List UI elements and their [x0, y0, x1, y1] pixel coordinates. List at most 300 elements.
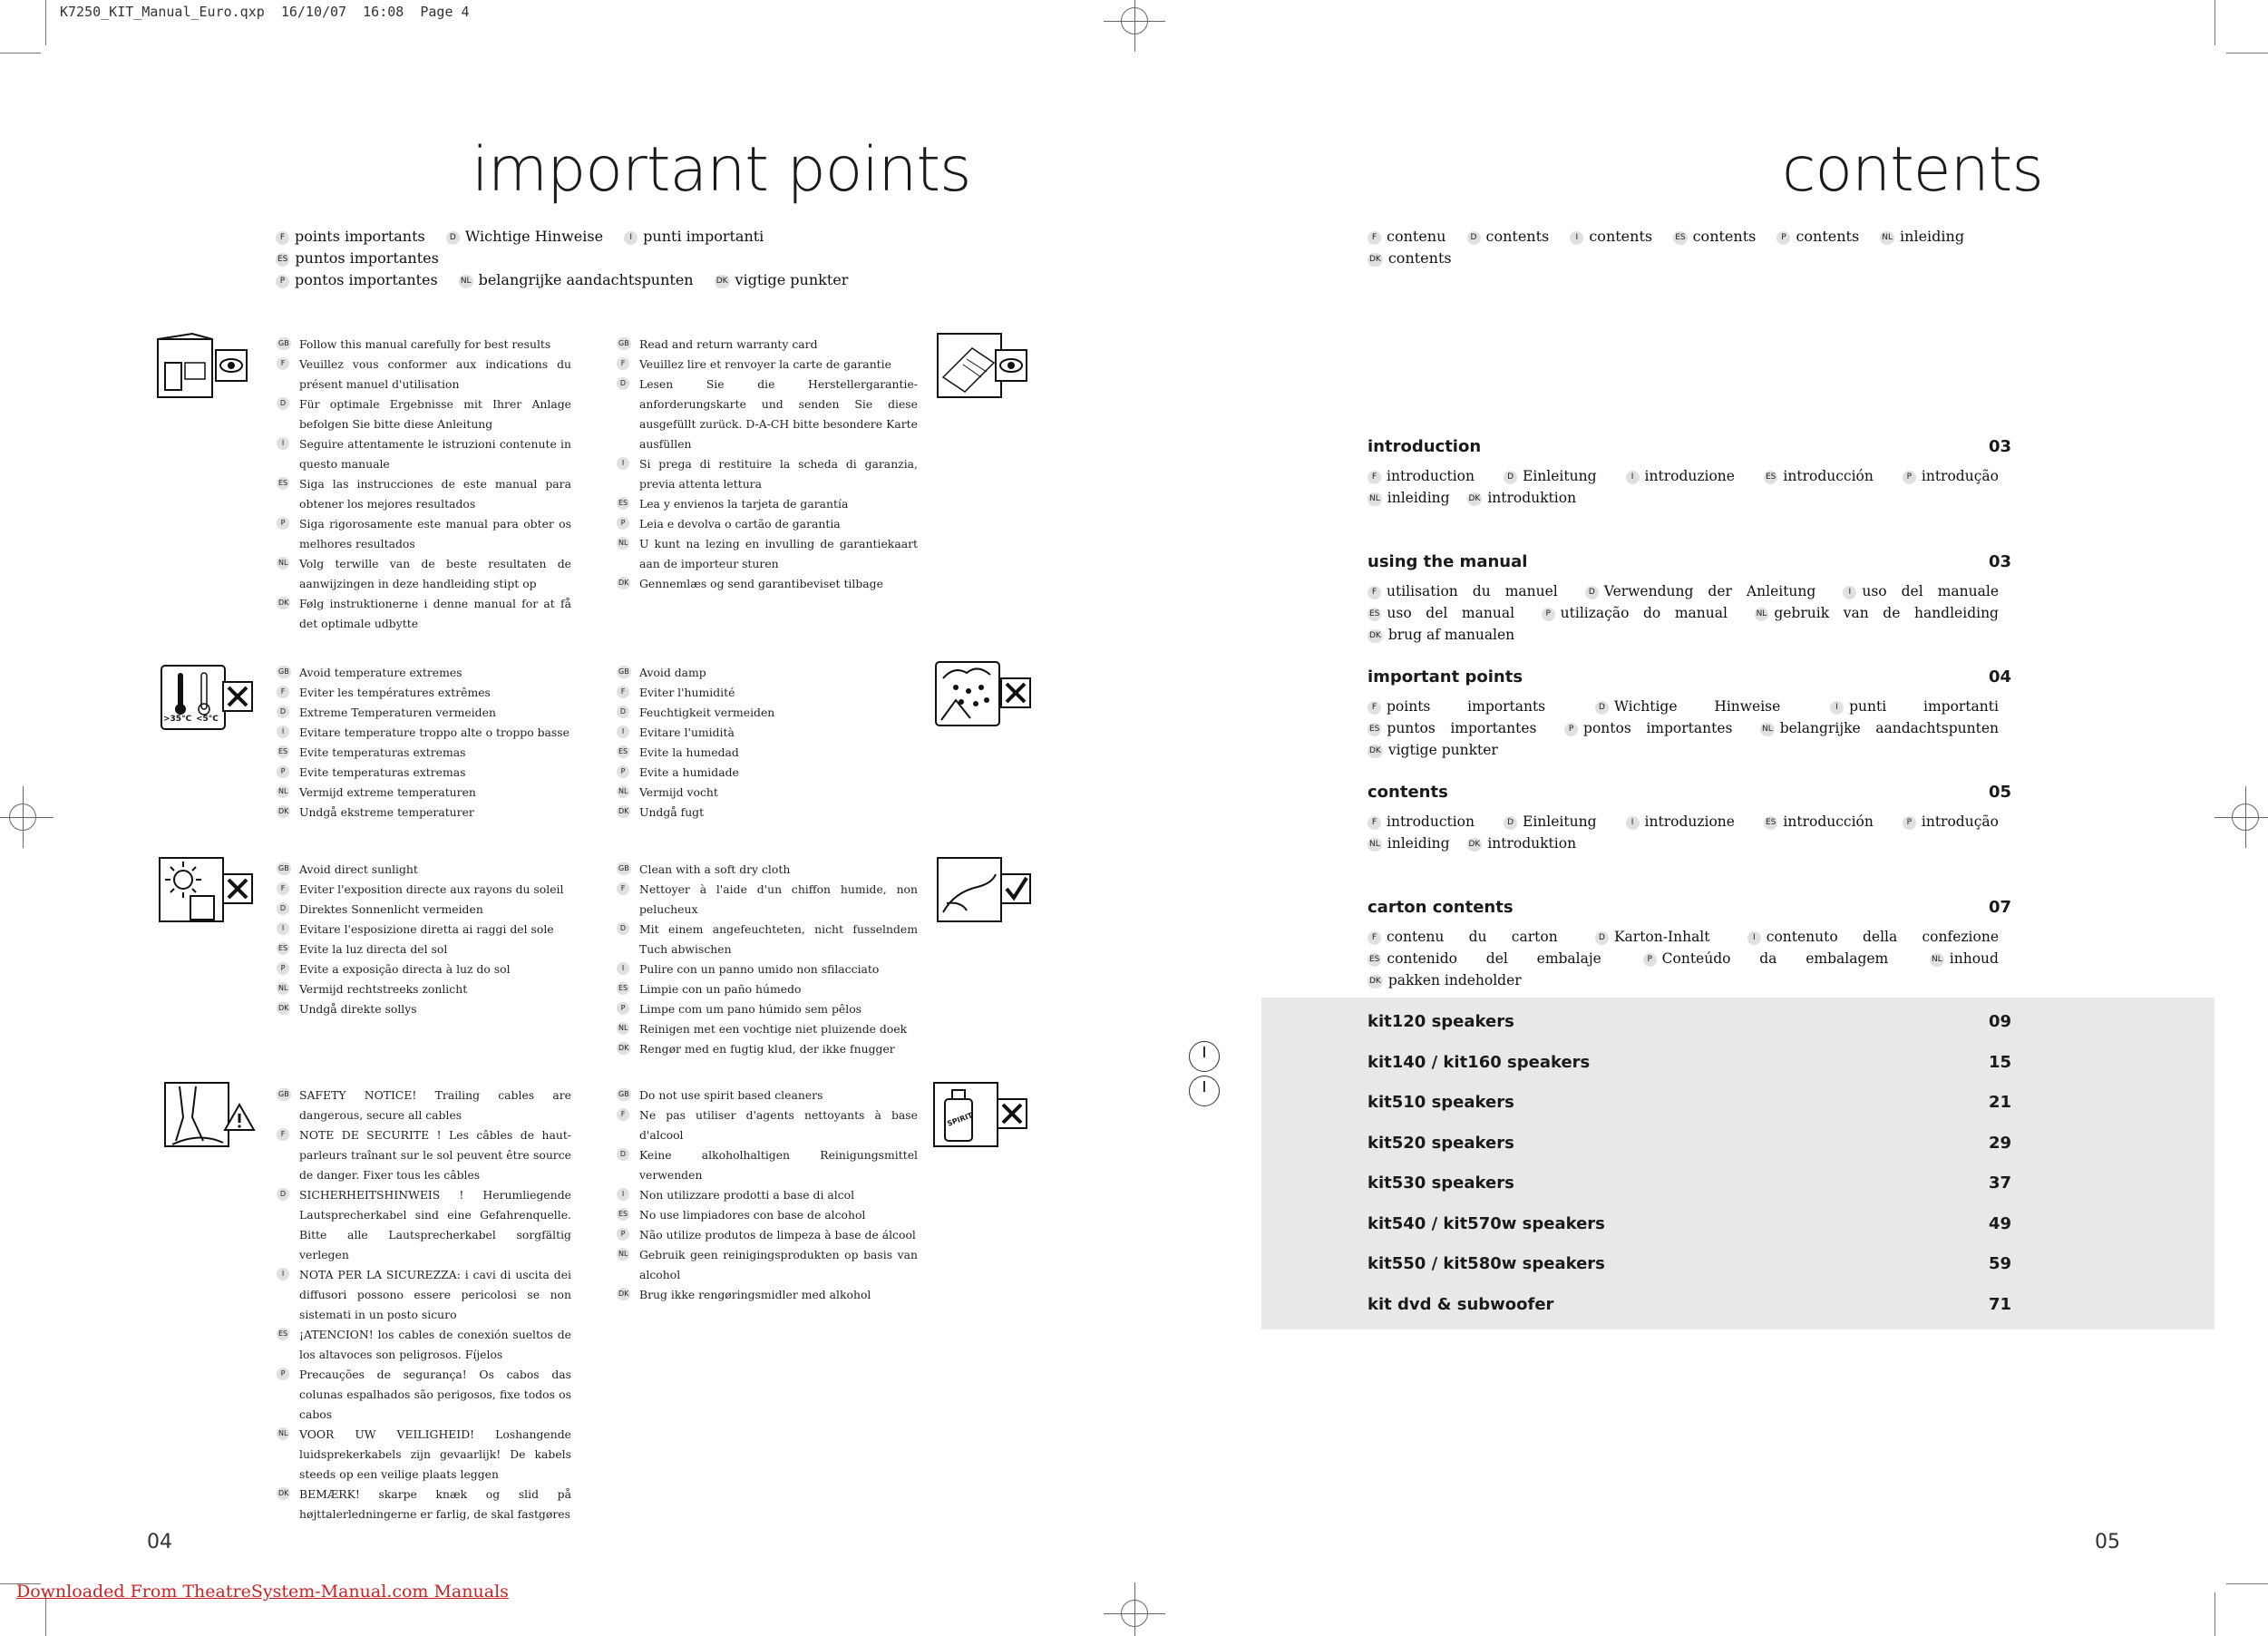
lang-badge: F — [276, 231, 289, 245]
point-text: Limpie con un paño húmedo — [639, 982, 802, 996]
speaker-page-number: 59 — [1988, 1254, 2011, 1273]
point-text: Vermijd rechtstreeks zonlicht — [299, 982, 468, 996]
point-text: Precauções de segurança! Os cabos das colunas espalhados são perigosos, fixe todos os cabos — [299, 1368, 571, 1421]
lang-badge: I — [617, 457, 629, 470]
point-line — [617, 494, 918, 514]
point-line — [277, 1365, 571, 1425]
translation-text: uso del manual — [1387, 605, 1515, 621]
point-line — [277, 1125, 571, 1185]
lang-badge: NL — [617, 785, 629, 798]
toc-heading — [1368, 783, 2011, 802]
lang-badge: GB — [617, 666, 631, 678]
lang-badge: I — [1830, 701, 1844, 715]
speaker-title: kit140 / kit160 speakers — [1368, 1052, 1591, 1072]
lang-badge: ES — [1673, 231, 1687, 245]
speaker-title: kit520 speakers — [1368, 1133, 1514, 1153]
point-text: Eviter les températures extrêmes — [299, 686, 491, 699]
translation-text: gebruik van de handleiding — [1774, 605, 1999, 621]
point-line — [617, 1145, 918, 1185]
point-text: Pulire con un panno umido non sfilacciato — [639, 962, 880, 976]
lang-badge: DK — [1368, 629, 1383, 643]
lang-badge: F — [1368, 931, 1381, 945]
translation-text: points importants — [1387, 698, 1546, 715]
point-line — [617, 1105, 918, 1145]
point-line — [617, 723, 918, 743]
print-slug: K7250_KIT_Manual_Euro.qxp 16/10/07 16:08 Page 4 — [60, 4, 470, 20]
lang-badge: D — [277, 706, 289, 718]
page-title-important-points: important points — [472, 134, 971, 206]
lang-badge: D — [617, 706, 629, 718]
point-line — [277, 663, 571, 683]
translation-text: vigtige punkter — [1387, 742, 1498, 758]
point-text: Follow this manual carefully for best results — [299, 337, 551, 351]
point-line — [277, 434, 571, 474]
point-line — [277, 803, 571, 823]
point-text: Limpe com um pano húmido sem pêlos — [639, 1002, 862, 1016]
lang-badge: ES — [276, 253, 289, 267]
lang-badge: GB — [277, 862, 291, 875]
point-list-manual — [277, 335, 571, 634]
lang-badge: D — [617, 922, 629, 935]
point-line — [277, 335, 571, 355]
point-text: NOTE DE SECURITE ! Les câbles de haut-parleurs traînant sur le sol peuvent être source de danger. Fixer tous les câbles — [299, 1128, 571, 1182]
point-text: Direktes Sonnenlicht vermeiden — [299, 902, 483, 916]
lang-badge: DK — [1368, 253, 1383, 267]
translation-text: Verwendung der Anleitung — [1603, 583, 1816, 599]
lang-badge: P — [1903, 816, 1916, 830]
lang-badge: DK — [617, 1042, 630, 1055]
lang-badge: ES — [1764, 471, 1777, 484]
translation-text: puntos importantes — [295, 249, 439, 267]
point-line — [277, 743, 571, 763]
toc-title: carton contents — [1368, 898, 1514, 917]
speaker-toc-row[interactable] — [1368, 1093, 2011, 1112]
lang-badge: GB — [277, 337, 291, 350]
speaker-toc-row[interactable] — [1368, 1173, 2011, 1193]
speaker-toc-row[interactable] — [1368, 1295, 2011, 1314]
lang-badge: ES — [277, 477, 289, 490]
lang-badge: NL — [1368, 492, 1382, 506]
point-list-spirit — [617, 1086, 918, 1305]
translation-text: introduktion — [1487, 835, 1577, 852]
point-text: Undgå ekstreme temperaturer — [299, 805, 474, 819]
point-text: U kunt na lezing en invulling de garantiekaart aan de importeur sturen — [639, 537, 918, 570]
translation-text: introduction — [1387, 468, 1475, 484]
point-line — [277, 959, 571, 979]
manual-read-icon — [156, 332, 250, 401]
spirit-cleaner-icon — [932, 1081, 1028, 1150]
translation-text: utilização do manual — [1560, 605, 1728, 621]
translation-text: Karton-Inhalt — [1613, 929, 1710, 945]
lang-badge: DK — [617, 1288, 630, 1300]
lang-badge: D — [1595, 701, 1609, 715]
temperature-icon — [160, 664, 254, 731]
toc-title: contents — [1368, 783, 1448, 802]
point-text: Evitare l'umidità — [639, 725, 735, 739]
translation-text: introducción — [1783, 813, 1874, 830]
translation-text: inleiding — [1387, 490, 1450, 506]
speaker-toc-row[interactable] — [1368, 1053, 2011, 1072]
translation-text: inleiding — [1387, 835, 1450, 852]
toc-page-number: 03 — [1988, 552, 2011, 571]
lang-badge: P — [1903, 471, 1916, 484]
point-text: Evite temperaturas extremas — [299, 745, 466, 759]
lang-badge: F — [277, 882, 289, 895]
lang-badge: I — [1626, 471, 1640, 484]
lang-badge: D — [1504, 816, 1517, 830]
translation-text: pontos importantes — [295, 271, 438, 288]
lang-badge: ES — [1368, 953, 1381, 967]
point-line — [277, 723, 571, 743]
speaker-title: kit dvd & subwoofer — [1368, 1294, 1554, 1314]
translation-text: Einleitung — [1523, 813, 1597, 830]
lang-badge: D — [617, 377, 629, 390]
point-line — [277, 394, 571, 434]
point-text: Avoid direct sunlight — [299, 862, 418, 876]
point-text: Si prega di restituire la scheda di garanzia, previa attenta lettura — [639, 457, 918, 491]
point-line — [617, 763, 918, 783]
page-number-right: 05 — [2095, 1531, 2120, 1553]
translation-text: Wichtige Hinweise — [1613, 698, 1781, 715]
speaker-contents-panel — [1261, 998, 2214, 1329]
point-line — [617, 803, 918, 823]
point-text: Vermijd vocht — [639, 785, 718, 799]
point-line — [277, 703, 571, 723]
translation-text: Wichtige Hinweise — [464, 228, 604, 245]
point-text: Siga rigorosamente este manual para obter os melhores resultados — [299, 517, 571, 550]
toc-title: introduction — [1368, 437, 1482, 456]
point-line — [277, 1185, 571, 1265]
point-text: BEMÆRK! skarpe knæk og slid på højttalerledningerne er farlig, de skal fastgøres — [299, 1487, 571, 1521]
toc-title: using the manual — [1368, 552, 1528, 571]
point-text: Read and return warranty card — [639, 337, 818, 351]
lang-badge: P — [617, 517, 629, 530]
point-text: Clean with a soft dry cloth — [639, 862, 791, 876]
point-line — [617, 920, 918, 959]
download-source-link[interactable]: Downloaded From TheatreSystem-Manual.com Manuals — [16, 1582, 509, 1602]
point-text: Lea y envienos la tarjeta de garantía — [639, 497, 849, 511]
speaker-title: kit530 speakers — [1368, 1173, 1514, 1193]
point-text: Non utilizzare prodotti a base di alcol — [639, 1188, 855, 1202]
point-text: Evite temperaturas extremas — [299, 765, 466, 779]
point-line — [617, 514, 918, 534]
point-line — [617, 783, 918, 803]
lang-badge: DK — [277, 805, 290, 818]
sunlight-icon — [158, 856, 254, 925]
point-line — [617, 355, 918, 375]
crop-mark — [2226, 53, 2268, 54]
lang-badge: D — [1595, 931, 1609, 945]
lang-badge: ES — [617, 745, 629, 758]
point-line — [617, 1245, 918, 1285]
lang-badge: D — [277, 1188, 289, 1201]
point-line — [617, 1185, 918, 1205]
page-number-left: 04 — [147, 1531, 172, 1553]
warranty-card-icon — [936, 332, 1030, 401]
point-text: Gennemlæs og send garantibeviset tilbage — [639, 577, 883, 590]
point-list-damp — [617, 663, 918, 823]
lang-badge: DK — [277, 597, 290, 609]
toc-translations — [1368, 811, 2011, 854]
point-text: Lesen Sie die Herstellergarantie-anforderungskarte und senden Sie diese ausgefüllt zurück. D-A-CH bitte besondere Karte ausfüllen — [639, 377, 918, 451]
lang-badge: DK — [277, 1487, 290, 1500]
lang-badge: ES — [617, 497, 629, 510]
translation-text: pakken indeholder — [1387, 972, 1522, 988]
lang-badge: GB — [617, 1088, 631, 1101]
point-line — [617, 959, 918, 979]
translation-text: contents — [1387, 249, 1452, 267]
translation-text: pontos importantes — [1583, 720, 1733, 736]
lang-badge: I — [617, 1188, 629, 1201]
translation-text: Einleitung — [1523, 468, 1597, 484]
translation-text: uso del manuale — [1862, 583, 1999, 599]
toc-entry[interactable] — [1368, 437, 2011, 509]
speaker-toc-row[interactable] — [1368, 1254, 2011, 1273]
point-text: Siga las instrucciones de este manual para obtener los mejores resultados — [299, 477, 571, 511]
lang-badge: GB — [277, 666, 291, 678]
point-text: Ne pas utiliser d'agents nettoyants à base d'alcool — [639, 1108, 918, 1142]
point-line — [277, 554, 571, 594]
toc-page-number: 07 — [1988, 898, 2011, 917]
point-line — [617, 1205, 918, 1225]
speaker-page-number: 15 — [1988, 1052, 2011, 1072]
lang-badge: D — [1585, 586, 1599, 599]
lang-badge: I — [277, 437, 289, 450]
point-text: Undgå fugt — [639, 805, 705, 819]
point-line — [277, 683, 571, 703]
point-line — [277, 880, 571, 900]
clock-icon — [1189, 1041, 1220, 1072]
toc-entry[interactable] — [1368, 783, 2011, 854]
toc-heading — [1368, 898, 2011, 917]
toc-entry[interactable] — [1368, 667, 2011, 761]
lang-badge: GB — [617, 337, 631, 350]
lang-badge: ES — [277, 745, 289, 758]
toc-translations — [1368, 926, 2011, 991]
crop-mark — [45, 0, 46, 45]
speaker-title: kit120 speakers — [1368, 1012, 1514, 1031]
speaker-toc-row[interactable] — [1368, 1134, 2011, 1153]
registration-mark — [1121, 1600, 1148, 1627]
lang-badge: NL — [277, 982, 289, 995]
point-line — [277, 1485, 571, 1524]
toc-page-number: 04 — [1988, 667, 2011, 687]
point-text: Seguire attentamente le istruzioni contenute in questo manuale — [299, 437, 571, 471]
toc-translations — [1368, 696, 2011, 761]
lang-badge: I — [617, 725, 629, 738]
lang-badge: NL — [277, 557, 289, 570]
point-text: Vermijd extreme temperaturen — [299, 785, 476, 799]
point-text: ¡ATENCION! los cables de conexión sueltos de los altavoces son peligrosos. Fíjelos — [299, 1328, 571, 1361]
translation-text: introducción — [1783, 468, 1874, 484]
lang-badge: P — [277, 765, 289, 778]
translation-text: contenuto della confezione — [1766, 929, 2000, 945]
point-line — [277, 594, 571, 634]
point-line — [617, 663, 918, 683]
point-text: Evite a exposição directa à luz do sol — [299, 962, 511, 976]
toc-page-number: 05 — [1988, 783, 2011, 802]
lang-badge: DK — [617, 577, 630, 589]
toc-page-number: 03 — [1988, 437, 2011, 456]
toc-heading — [1368, 667, 2011, 687]
toc-heading — [1368, 437, 2011, 456]
lang-badge: F — [617, 357, 629, 370]
lang-badge: F — [277, 357, 289, 370]
registration-mark — [9, 803, 36, 831]
point-line — [617, 375, 918, 454]
translation-text: contents — [1485, 228, 1550, 245]
point-line — [277, 514, 571, 554]
temp-low-label: <5°C — [196, 715, 219, 724]
point-text: Avoid damp — [639, 666, 706, 679]
point-line — [617, 860, 918, 880]
lang-badge: I — [277, 1268, 289, 1281]
translation-text: contenu — [1387, 228, 1446, 245]
point-line — [617, 1285, 918, 1305]
translation-text: brug af manualen — [1387, 627, 1515, 643]
point-text: VOOR UW VEILIGHEID! Loshangende luidsprekerkabels zijn gevaarlijk! De kabels steeds op een veilige plaats leggen — [299, 1427, 571, 1481]
speaker-title: kit540 / kit570w speakers — [1368, 1213, 1605, 1233]
lang-badge: NL — [617, 1022, 629, 1035]
point-text: Brug ikke rengøringsmidler med alkohol — [639, 1288, 871, 1301]
toc-translations — [1368, 580, 2011, 646]
lang-badge: D — [617, 1148, 629, 1161]
translation-text: inleiding — [1900, 228, 1965, 245]
speaker-toc-row[interactable] — [1368, 1012, 2011, 1031]
point-text: Eviter l'exposition directe aux rayons du soleil — [299, 882, 564, 896]
lang-badge: F — [1368, 701, 1381, 715]
lang-badge: D — [1467, 231, 1481, 245]
lang-badge: ES — [1368, 723, 1381, 736]
lang-badge: D — [446, 231, 460, 245]
damp-icon — [934, 660, 1032, 729]
crop-mark — [0, 53, 41, 54]
lang-badge: F — [617, 686, 629, 698]
lang-badge: GB — [617, 862, 631, 875]
point-line — [617, 1039, 918, 1059]
lang-badge: DK — [1467, 492, 1483, 506]
lang-badge: F — [277, 686, 289, 698]
point-line — [277, 1086, 571, 1125]
point-text: Evitare temperature troppo alte o troppo basse — [299, 725, 569, 739]
lang-badge: F — [617, 882, 629, 895]
lang-badge: D — [277, 902, 289, 915]
lang-badge: DK — [715, 275, 730, 288]
toc-entry[interactable] — [1368, 898, 2011, 991]
lang-badge: P — [1542, 608, 1555, 621]
point-text: Evitare l'esposizione diretta ai raggi del sole — [299, 922, 554, 936]
point-text: Volg terwille van de beste resultaten de aanwijzingen in deze handleiding stipt op — [299, 557, 571, 590]
lang-badge: NL — [277, 1427, 289, 1440]
translation-text: introduction — [1387, 813, 1475, 830]
point-line — [277, 355, 571, 394]
lang-badge: P — [617, 1002, 629, 1015]
speaker-page-number: 29 — [1988, 1133, 2011, 1153]
lang-badge: NL — [1760, 723, 1775, 736]
point-text: Leia e devolva o cartão de garantia — [639, 517, 841, 531]
crop-mark — [2214, 1592, 2215, 1636]
lang-badge: P — [1564, 723, 1578, 736]
translation-text: introduzione — [1644, 813, 1735, 830]
lang-badge: I — [1843, 586, 1856, 599]
point-text: Feuchtigkeit vermeiden — [639, 706, 775, 719]
speaker-page-number: 21 — [1988, 1093, 2011, 1112]
contents-translations — [1368, 226, 2020, 269]
lang-badge: I — [617, 962, 629, 975]
translation-text: puntos importantes — [1387, 720, 1537, 736]
translation-text: contenu du carton — [1387, 929, 1558, 945]
point-text: Für optimale Ergebnisse mit Ihrer Anlage befolgen Sie bitte diese Anleitung — [299, 397, 571, 431]
toc-title: important points — [1368, 667, 1523, 687]
lang-badge: P — [617, 1228, 629, 1241]
point-text: Eviter l'humidité — [639, 686, 735, 699]
speaker-title: kit510 speakers — [1368, 1093, 1514, 1112]
point-line — [617, 335, 918, 355]
point-text: Rengør med en fugtig klud, der ikke fnugger — [639, 1042, 895, 1056]
point-line — [617, 703, 918, 723]
lang-badge: DK — [1368, 975, 1383, 988]
lang-badge: F — [1368, 816, 1381, 830]
lang-badge: P — [277, 517, 289, 530]
point-line — [617, 683, 918, 703]
lang-badge: NL — [1880, 231, 1894, 245]
lang-badge: ES — [617, 982, 629, 995]
lang-badge: I — [1747, 931, 1761, 945]
speaker-toc-row[interactable] — [1368, 1214, 2011, 1233]
translation-text: punti importanti — [643, 228, 764, 245]
lang-badge: D — [1504, 471, 1517, 484]
toc-entry[interactable] — [1368, 552, 2011, 646]
lang-badge: NL — [617, 537, 629, 550]
registration-mark — [2232, 803, 2259, 831]
point-text: Evite la luz directa del sol — [299, 942, 448, 956]
point-text: Veuillez lire et renvoyer la carte de garantie — [639, 357, 891, 371]
translation-text: introduzione — [1644, 468, 1735, 484]
speaker-page-number: 71 — [1988, 1294, 2011, 1314]
clock-icon — [1189, 1076, 1220, 1106]
point-text: Gebruik geen reinigingsprodukten op basis van alcohol — [639, 1248, 918, 1281]
lang-badge: GB — [277, 1088, 291, 1101]
lang-badge: P — [276, 275, 289, 288]
point-list-cleaning — [617, 860, 918, 1059]
point-line — [277, 900, 571, 920]
point-list-cables — [277, 1086, 571, 1524]
toc-heading — [1368, 552, 2011, 571]
speaker-page-number: 09 — [1988, 1012, 2011, 1031]
lang-badge: NL — [1755, 608, 1769, 621]
lang-badge: I — [624, 231, 638, 245]
point-line — [277, 920, 571, 940]
translation-text: Conteúdo da embalagem — [1661, 950, 1889, 967]
point-text: Nettoyer à l'aide d'un chiffon humide, non pelucheux — [639, 882, 918, 916]
lang-badge: P — [277, 962, 289, 975]
point-line — [617, 454, 918, 494]
point-text: Do not use spirit based cleaners — [639, 1088, 823, 1102]
lang-badge: P — [1776, 231, 1790, 245]
translation-text: points importants — [295, 228, 425, 245]
point-line — [617, 534, 918, 574]
lang-badge: P — [617, 765, 629, 778]
lang-badge: P — [1643, 953, 1657, 967]
page-title-contents: contents — [1782, 134, 2043, 206]
speaker-page-number: 49 — [1988, 1213, 2011, 1233]
translation-text: introduktion — [1487, 490, 1577, 506]
lang-badge: I — [277, 725, 289, 738]
lang-badge: D — [277, 397, 289, 410]
point-line — [617, 1225, 918, 1245]
lang-badge: F — [277, 1128, 289, 1141]
translation-text: introdução — [1921, 468, 1999, 484]
